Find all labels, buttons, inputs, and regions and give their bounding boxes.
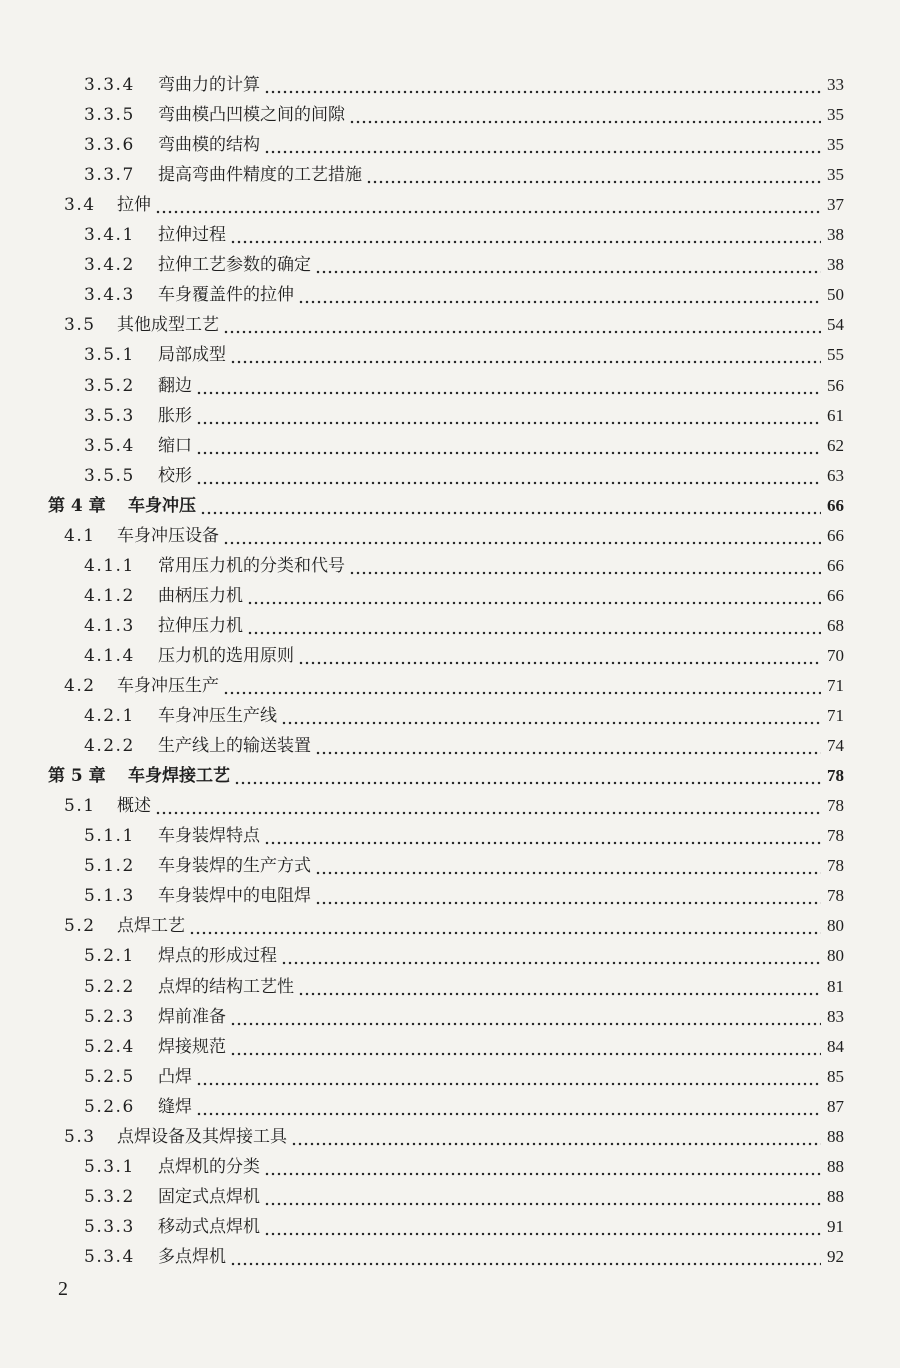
toc-dot-leader (223, 521, 821, 551)
toc-entry-page: 62 (827, 435, 844, 455)
toc-dot-leader (234, 761, 821, 791)
toc-entry-page: 50 (827, 285, 844, 305)
toc-entry (0, 401, 900, 431)
toc-entry-title: 点焊的结构工艺性 (158, 976, 294, 997)
toc-entry-page: 87 (827, 1096, 844, 1116)
toc-entry-title: 车身冲压 (128, 495, 196, 516)
toc-entry-page: 71 (827, 706, 844, 726)
toc-entry-page: 35 (827, 165, 844, 185)
toc-entry-number: 5.2.3 (84, 1006, 135, 1027)
toc-entry-page: 78 (827, 796, 844, 816)
toc-entry-title: 缩口 (158, 435, 192, 456)
toc-entry-page: 85 (827, 1066, 844, 1086)
toc-entry-title: 车身冲压生产线 (158, 706, 277, 727)
toc-entry (0, 881, 900, 911)
toc-entry (0, 1032, 900, 1062)
toc-entry-page: 37 (827, 195, 844, 215)
toc-entry-title: 凸焊 (158, 1066, 192, 1087)
toc-entry-title: 拉伸 (117, 195, 151, 216)
toc-entry (0, 521, 900, 551)
toc-entry-number: 3.3.6 (84, 135, 135, 156)
toc-entry (0, 1212, 900, 1242)
toc-entry-page: 88 (827, 1126, 844, 1146)
toc-entry-page: 74 (827, 736, 844, 756)
toc-entry-number: 5.2.1 (84, 946, 135, 967)
toc-entry-title: 车身装焊特点 (158, 826, 260, 847)
toc-entry (0, 100, 900, 130)
toc-entry-title: 弯曲力的计算 (158, 75, 260, 95)
toc-entry-title: 曲柄压力机 (158, 585, 243, 606)
toc-entry-number: 4.1 (64, 525, 96, 546)
toc-dot-leader (264, 70, 821, 100)
toc-entry-title: 焊点的形成过程 (158, 946, 277, 967)
toc-entry (0, 160, 900, 190)
toc-entry-title: 车身焊接工艺 (128, 766, 230, 787)
toc-entry (0, 972, 900, 1002)
toc-entry-title: 缝焊 (158, 1096, 192, 1117)
toc-entry-number: 3.3.7 (84, 165, 135, 186)
toc-entry (0, 671, 900, 701)
toc-entry (0, 190, 900, 220)
toc-dot-leader (264, 1152, 821, 1182)
toc-entry-title: 生产线上的输送装置 (158, 736, 311, 757)
toc-dot-leader (196, 1062, 821, 1092)
toc-entry-title: 局部成型 (158, 345, 226, 366)
toc-entry-title: 点焊工艺 (117, 916, 185, 937)
toc-entry (0, 551, 900, 581)
toc-entry-number: 5.2 (64, 916, 96, 937)
toc-entry-title: 多点焊机 (158, 1246, 226, 1267)
toc-entry-page: 92 (827, 1246, 844, 1266)
toc-dot-leader (366, 160, 821, 190)
toc-dot-leader (291, 1122, 821, 1152)
toc-dot-leader (223, 310, 821, 340)
toc-dot-leader (247, 611, 821, 641)
toc-dot-leader (281, 941, 821, 971)
toc-entry-number: 5.3.4 (84, 1246, 135, 1267)
toc-entry (0, 701, 900, 731)
toc-entry (0, 431, 900, 461)
toc-entry-number: 3.4.1 (84, 225, 135, 246)
toc-entry-page: 78 (827, 856, 844, 876)
toc-chapter-entry (0, 491, 900, 521)
toc-dot-leader (315, 731, 821, 761)
toc-entry-page: 83 (827, 1006, 844, 1026)
toc-entry-title: 移动式点焊机 (158, 1216, 260, 1237)
toc-entry-title: 提高弯曲件精度的工艺措施 (158, 165, 362, 186)
toc-entry-number: 5.1.1 (84, 826, 135, 847)
toc-entry-page: 61 (827, 405, 844, 425)
toc-entry-page: 88 (827, 1156, 844, 1176)
toc-dot-leader (230, 1002, 821, 1032)
toc-entry-title: 概述 (117, 796, 151, 817)
toc-entry-number: 3.4.3 (84, 285, 135, 306)
toc-entry (0, 340, 900, 370)
toc-dot-leader (155, 791, 821, 821)
toc-dot-leader (196, 461, 821, 491)
toc-dot-leader (230, 1032, 821, 1062)
toc-entry-page: 68 (827, 615, 844, 635)
toc-entry (0, 1152, 900, 1182)
toc-entry (0, 220, 900, 250)
toc-entry (0, 1002, 900, 1032)
toc-entry-page: 56 (827, 375, 844, 395)
toc-entry-number: 4.2.1 (84, 706, 135, 727)
toc-dot-leader (196, 401, 821, 431)
toc-entry-page: 35 (827, 105, 844, 125)
toc-entry-page: 66 (827, 495, 844, 515)
toc-entry-page: 80 (827, 946, 844, 966)
toc-entry-page: 55 (827, 345, 844, 365)
toc-entry (0, 581, 900, 611)
toc-dot-leader (264, 1182, 821, 1212)
toc-entry (0, 461, 900, 491)
toc-entry-page: 54 (827, 315, 844, 335)
toc-entry-number: 5.1 (64, 796, 96, 817)
toc-entry-page: 91 (827, 1216, 844, 1236)
toc-dot-leader (315, 881, 821, 911)
toc-entry-number: 5.3.1 (84, 1156, 135, 1177)
toc-entry-number: 4.2.2 (84, 736, 135, 757)
toc-entry-number: 3.3.4 (84, 75, 135, 95)
toc-entry-number: 5.2.4 (84, 1036, 135, 1057)
toc-entry (0, 280, 900, 310)
toc-entry (0, 1062, 900, 1092)
toc-entry-page: 66 (827, 555, 844, 575)
toc-dot-leader (200, 491, 821, 521)
toc-entry-page: 35 (827, 135, 844, 155)
toc-entry-page: 66 (827, 525, 844, 545)
toc-entry-title: 焊前准备 (158, 1006, 226, 1027)
toc-entry (0, 611, 900, 641)
toc-entry-number: 5.1.2 (84, 856, 135, 877)
toc-entry-page: 38 (827, 255, 844, 275)
toc-chapter-entry (0, 761, 900, 791)
toc-entry-title: 车身冲压设备 (117, 525, 219, 546)
toc-entry-number: 4.2 (64, 676, 96, 696)
toc-entry-number: 5.3.2 (84, 1186, 135, 1207)
toc-dot-leader (189, 911, 821, 941)
toc-entry (0, 641, 900, 671)
toc-entry (0, 371, 900, 401)
toc-entry-page: 38 (827, 225, 844, 245)
toc-entry (0, 911, 900, 941)
toc-entry-page: 33 (827, 75, 844, 94)
toc-dot-leader (230, 1242, 821, 1272)
toc-entry (0, 851, 900, 881)
toc-entry (0, 1092, 900, 1122)
toc-dot-leader (298, 972, 821, 1002)
toc-entry-number: 4.1.3 (84, 615, 135, 636)
toc-entry-title: 车身装焊中的电阻焊 (158, 886, 311, 907)
toc-entry-number: 3.4.2 (84, 255, 135, 276)
toc-entry-number: 3.5.3 (84, 405, 135, 426)
toc-entry-page: 84 (827, 1036, 844, 1056)
toc-entry-title: 弯曲模的结构 (158, 135, 260, 156)
toc-entry-number: 3.3.5 (84, 105, 135, 126)
toc-dot-leader (315, 250, 821, 280)
toc-entry-title: 校形 (158, 465, 192, 486)
toc-entry-title: 压力机的选用原则 (158, 645, 294, 666)
toc-entry-title: 车身装焊的生产方式 (158, 856, 311, 877)
toc-entry-title: 焊接规范 (158, 1036, 226, 1057)
toc-entry-number: 5.2.5 (84, 1066, 135, 1087)
page-number: 2 (58, 1278, 68, 1300)
toc-entry (0, 130, 900, 160)
toc-dot-leader (264, 1212, 821, 1242)
toc-entry-number: 3.5.4 (84, 435, 135, 456)
toc-entry-page: 78 (827, 766, 844, 786)
toc-entry-number: 3.5.2 (84, 375, 135, 396)
toc-entry (0, 1122, 900, 1152)
toc-entry-page: 88 (827, 1186, 844, 1206)
toc-entry-number: 4.1.1 (84, 555, 135, 576)
toc-entry-title: 其他成型工艺 (117, 315, 219, 336)
toc-entry-number: 3.4 (64, 195, 96, 216)
toc-entry-number: 5.1.3 (84, 886, 135, 907)
toc-entry-title: 车身覆盖件的拉伸 (158, 285, 294, 306)
toc-entry-number: 3.5.1 (84, 345, 135, 366)
toc-entry-number: 3.5.5 (84, 465, 135, 486)
toc-entry (0, 941, 900, 971)
toc-entry-title: 点焊机的分类 (158, 1156, 260, 1177)
toc-dot-leader (315, 851, 821, 881)
toc-dot-leader (281, 701, 821, 731)
toc-entry-title: 车身冲压生产 (117, 676, 219, 696)
toc-dot-leader (298, 280, 821, 310)
toc-dot-leader (349, 100, 821, 130)
toc-entry-page: 78 (827, 826, 844, 846)
toc-entry-page: 71 (827, 676, 844, 695)
toc-entry-title: 胀形 (158, 405, 192, 426)
toc-entry-number: 4.1.4 (84, 645, 135, 666)
toc-dot-leader (349, 551, 821, 581)
toc-entry-title: 常用压力机的分类和代号 (158, 555, 345, 576)
toc-entry-page: 81 (827, 976, 844, 996)
toc-dot-leader (264, 130, 821, 160)
toc-dot-leader (230, 220, 821, 250)
toc-entry-page: 66 (827, 585, 844, 605)
toc-entry-title: 翻边 (158, 375, 192, 396)
toc-entry-title: 拉伸工艺参数的确定 (158, 255, 311, 276)
toc-entry-title: 拉伸压力机 (158, 615, 243, 636)
toc-entry-page: 70 (827, 645, 844, 665)
toc-entry (0, 70, 900, 100)
toc-entry-title: 拉伸过程 (158, 225, 226, 246)
toc-dot-leader (230, 340, 821, 370)
toc-dot-leader (196, 371, 821, 401)
toc-entry (0, 1242, 900, 1272)
toc-entry (0, 731, 900, 761)
toc-entry-number: 5.3.3 (84, 1216, 135, 1237)
toc-dot-leader (298, 641, 821, 671)
toc-entry (0, 1182, 900, 1212)
toc-entry (0, 310, 900, 340)
toc-entry-number: 5.2.2 (84, 976, 135, 997)
toc-entry-number: 第 5 章 (48, 766, 106, 787)
toc-entry (0, 791, 900, 821)
toc-entry-number: 4.1.2 (84, 585, 135, 606)
toc-entry-number: 5.2.6 (84, 1096, 135, 1117)
toc-dot-leader (264, 821, 821, 851)
toc-entry-number: 3.5 (64, 315, 96, 336)
toc-entry-number: 第 4 章 (48, 495, 106, 516)
toc-entry-page: 78 (827, 886, 844, 906)
toc-entry-title: 弯曲模凸凹模之间的间隙 (158, 105, 345, 126)
toc-dot-leader (196, 1092, 821, 1122)
toc-entry-title: 固定式点焊机 (158, 1186, 260, 1207)
toc-dot-leader (196, 431, 821, 461)
toc-entry-page: 63 (827, 465, 844, 485)
toc-entry-page: 80 (827, 916, 844, 936)
toc-entry-title: 点焊设备及其焊接工具 (117, 1126, 287, 1147)
toc-dot-leader (247, 581, 821, 611)
toc-dot-leader (223, 671, 821, 701)
toc-entry (0, 250, 900, 280)
toc-entry-number: 5.3 (64, 1126, 96, 1147)
toc-entry (0, 821, 900, 851)
toc-dot-leader (155, 190, 821, 220)
